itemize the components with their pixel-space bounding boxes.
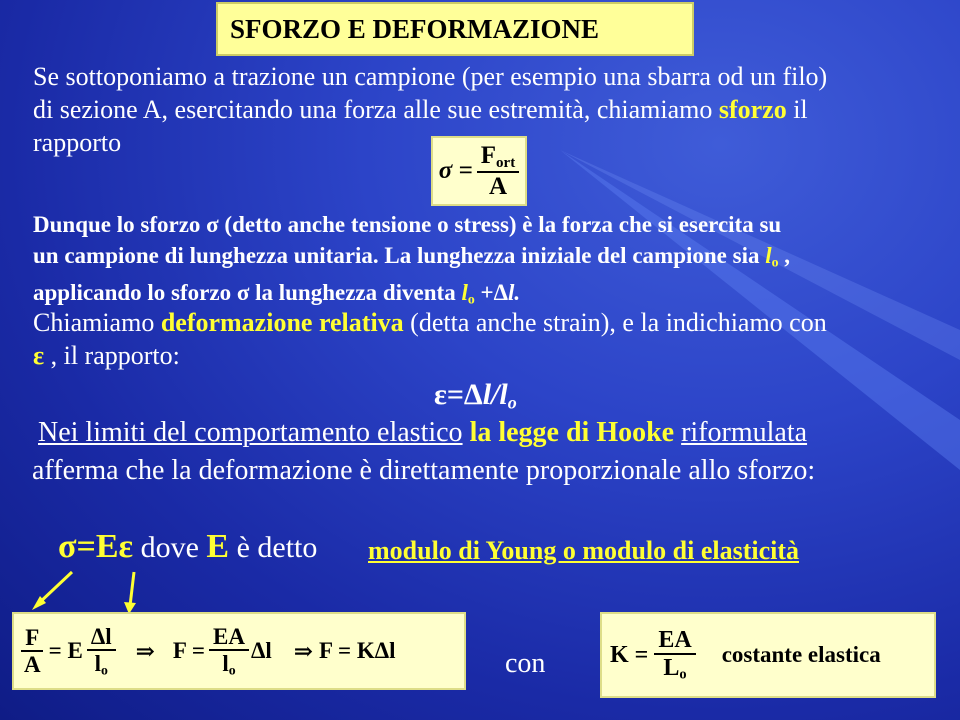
con-text: con [505, 648, 546, 679]
f-over-a-fraction [20, 625, 45, 678]
f-over-a-den: A [24, 652, 41, 677]
ea-over-lo-den-l: l [222, 651, 229, 677]
intro-line-2-end: il [786, 95, 808, 124]
hooke-line-2: afferma che la deformazione è direttamente proporzionale allo sforzo: [32, 455, 816, 486]
ea-over-lo-fraction [209, 624, 249, 678]
dl-over-lo-den-l: l [94, 651, 101, 677]
arrow-1-line [38, 572, 72, 604]
ea-over-lo-den-sub: o [228, 662, 236, 678]
hooke-formula-box [12, 612, 466, 690]
strain-line-1-text: Chiamiamo [33, 308, 161, 337]
intro-line-2-text: di sezione A, esercitando una forza alle sue estremità, chiamiamo [33, 95, 719, 124]
hooke-line-1-underlined: Nei limiti del comportamento elastico [38, 417, 463, 448]
delta-l: Δl [250, 638, 272, 663]
dl-over-lo-den-sub: o [100, 662, 108, 678]
young-dove: dove [133, 531, 207, 564]
elastic-constant-box [600, 612, 936, 698]
dunque-dl: l. [508, 280, 521, 306]
strain-line-1-end: (detta anche strain), e la indichiamo con [403, 308, 827, 337]
epsilon-symbol: ε [33, 341, 45, 370]
intro-line-1: Se sottoponiamo a trazione un campione (per esempio una sbarra od un filo) [33, 62, 828, 91]
ea-over-Lo-fraction [654, 627, 695, 684]
intro-line-3: rapporto [33, 128, 122, 157]
f-equals-k-dl: F = KΔl [319, 638, 396, 663]
ea-over-lo-den [218, 651, 239, 678]
strain-line-2-text: , il rapporto: [44, 341, 180, 370]
ea-over-Lo-num: EA [654, 627, 695, 655]
equals-E: = E [48, 638, 83, 663]
f-over-a-num: F [21, 625, 43, 652]
dunque-delta: +Δ [474, 280, 509, 306]
dunque-line-1: Dunque lo sforzo σ (detto anche tensione o stress) è la forza che si esercita su [33, 212, 782, 237]
stress-num-F: F [480, 141, 497, 169]
dl-over-lo-fraction [87, 624, 116, 678]
dunque-line-2-end: , [778, 243, 791, 268]
dunque-l0-sub: o [467, 291, 475, 307]
stress-formula-lhs: σ = [438, 157, 473, 184]
strain-formula-sub: o [507, 392, 517, 413]
dunque-l-var: l [765, 243, 772, 268]
dunque-line-3-text: applicando lo sforzo σ la lunghezza diventa [33, 280, 462, 306]
k-equals: K = [610, 641, 649, 668]
f-equals: F = [172, 638, 205, 663]
riformulata-underlined: riformulata [681, 417, 808, 448]
stress-fraction-den: A [488, 172, 508, 200]
slide-title-text: SFORZO E DEFORMAZIONE [230, 13, 600, 44]
young-detto: è detto [229, 531, 318, 564]
deformazione-highlight: deformazione relativa [160, 308, 404, 337]
dunque-l-sub: o [771, 254, 779, 270]
dunque-line-2-text: un campione di lunghezza unitaria. La lunghezza iniziale del campione sia [33, 243, 766, 268]
ea-over-Lo-den [659, 655, 690, 683]
ea-over-Lo-den-sub: o [679, 666, 687, 683]
strain-formula-a: ε=Δ [434, 378, 483, 411]
young-E: E [206, 528, 230, 565]
hooke-law-highlight: la legge di Hooke [469, 417, 675, 448]
arrow-2-line [130, 572, 134, 606]
young-modulus-name: modulo di Young o modulo di elasticità [368, 536, 800, 565]
dl-over-lo-num: Δl [87, 624, 116, 651]
strain-formula-var: l/l [482, 378, 508, 411]
dunque-l0-var: l [461, 280, 468, 306]
ea-over-Lo-den-L: L [663, 654, 680, 681]
young-formula: σ=Eε [58, 528, 134, 565]
stress-num-sub: ort [496, 154, 516, 171]
implies-arrow-1: ⇒ [135, 638, 155, 664]
dl-over-lo-den [91, 651, 112, 678]
costante-elastica-label: costante elastica [721, 642, 881, 667]
ea-over-lo-num: EA [209, 624, 249, 651]
sforzo-highlight: sforzo [718, 95, 787, 124]
implies-arrow-2: ⇒ [293, 638, 314, 664]
